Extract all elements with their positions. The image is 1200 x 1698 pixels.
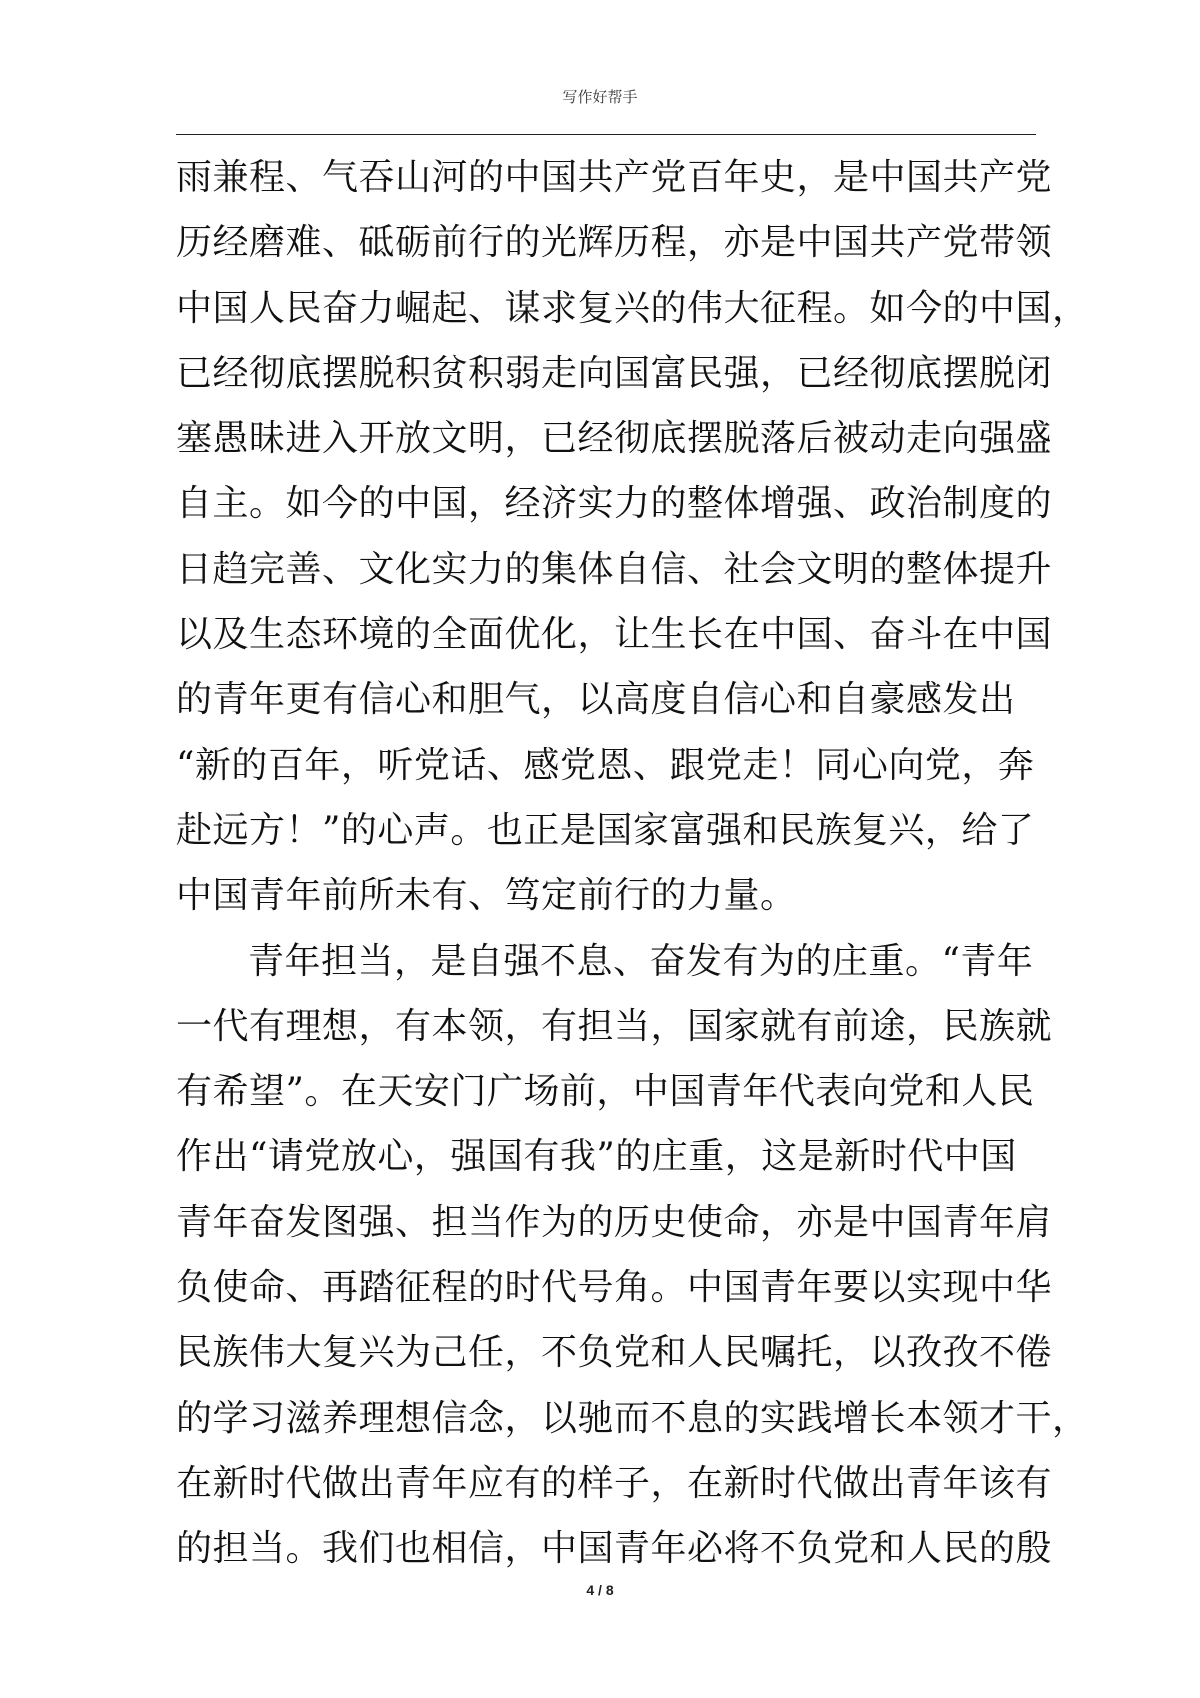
header-title: 写作好帮手 bbox=[562, 88, 638, 106]
document-body bbox=[176, 145, 1089, 1582]
text-line: 的担当。我们也相信，中国青年必将不负党和人民的殷 bbox=[176, 1528, 1053, 1570]
text-line: 青年奋发图强、担当作为的历史使命，亦是中国青年肩 bbox=[176, 1201, 1053, 1243]
text-line: 中国青年前所未有、笃定前行的力量。 bbox=[176, 875, 797, 917]
text-line: 在新时代做出青年应有的样子，在新时代做出青年该有 bbox=[176, 1462, 1053, 1504]
text-line: 作出“请党放心，强国有我”的庄重，这是新时代中国 bbox=[176, 1136, 1017, 1178]
text-line: 民族伟大复兴为己任，不负党和人民嘱托，以孜孜不倦 bbox=[176, 1332, 1053, 1374]
text-line: 历经磨难、砥砺前行的光辉历程，亦是中国共产党带领 bbox=[176, 222, 1053, 264]
text-line: 以及生态环境的全面优化，让生长在中国、奋斗在中国 bbox=[176, 614, 1053, 656]
text-line: 的青年更有信心和胆气，以高度自信心和自豪感发出 bbox=[176, 679, 1016, 721]
page-number: 4 / 8 bbox=[586, 1582, 614, 1598]
text-line: 负使命、再踏征程的时代号角。中国青年要以实现中华 bbox=[176, 1267, 1053, 1309]
text-line: 有希望”。在天安门广场前，中国青年代表向党和人民 bbox=[176, 1071, 1035, 1113]
text-line: 日趋完善、文化实力的集体自信、社会文明的整体提升 bbox=[176, 548, 1053, 590]
text-line: 雨兼程、气吞山河的中国共产党百年史，是中国共产党 bbox=[176, 157, 1053, 198]
text-line: “新的百年，听党话、感党恩、跟党走！同心向党，奔 bbox=[176, 744, 1035, 786]
text-line: 一代有理想，有本领，有担当，国家就有前途，民族就 bbox=[176, 1005, 1053, 1047]
text-line: 塞愚昧进入开放文明，已经彻底摆脱落后被动走向强盛 bbox=[176, 418, 1053, 460]
paragraph-start-line: 青年担当，是自强不息、奋发有为的庄重。“青年 bbox=[248, 940, 1034, 982]
header-divider bbox=[176, 134, 1036, 135]
text-line: 自主。如今的中国，经济实力的整体增强、政治制度的 bbox=[176, 483, 1053, 525]
text-line: 中国人民奋力崛起、谋求复兴的伟大征程。如今的中国， bbox=[176, 287, 1089, 329]
text-line: 的学习滋养理想信念，以驰而不息的实践增长本领才干， bbox=[176, 1397, 1089, 1439]
text-line: 已经彻底摆脱积贫积弱走向国富民强，已经彻底摆脱闭 bbox=[176, 352, 1053, 394]
text-line: 赴远方！”的心声。也正是国家富强和民族复兴，给了 bbox=[176, 809, 1035, 851]
